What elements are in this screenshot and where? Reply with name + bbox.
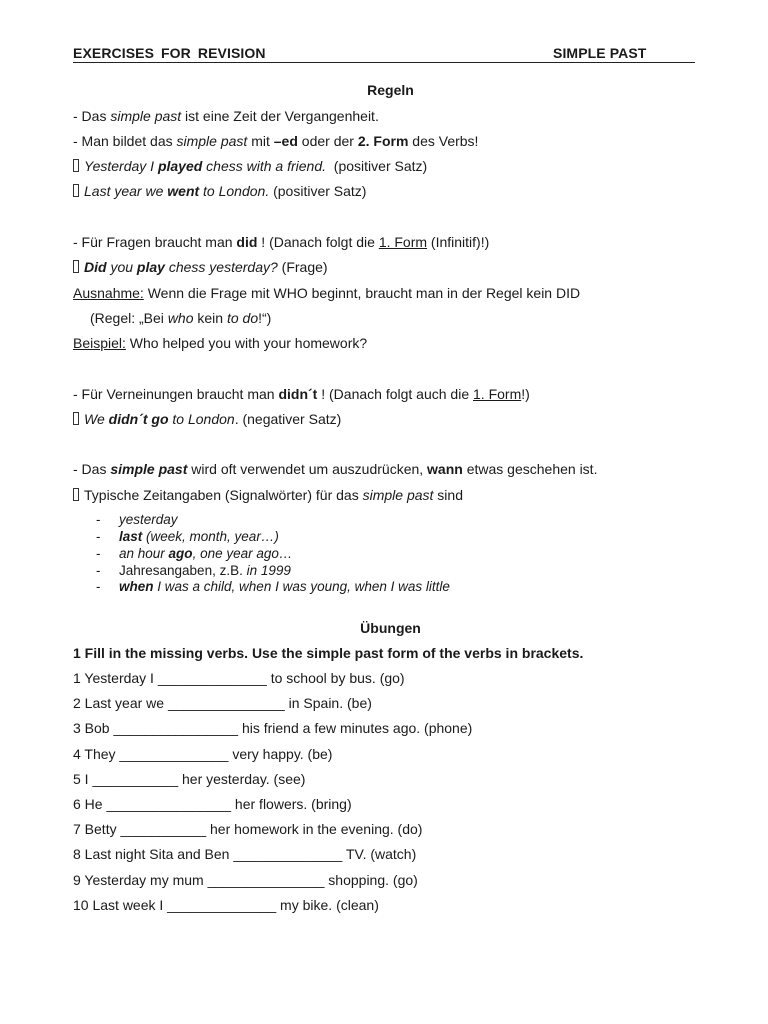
- text-segment: chess yesterday?: [164, 259, 278, 275]
- text-segment: simple past: [110, 108, 182, 124]
- text-segment: didn´t go: [108, 411, 169, 427]
- header-topic: SIMPLE PAST: [553, 45, 647, 61]
- text-segment: 1. Form: [378, 234, 428, 250]
- text-segment: didn´t: [278, 386, 318, 402]
- text-segment: sind: [433, 487, 463, 503]
- text-segment: - Man bildet das: [73, 133, 177, 149]
- arrow-bullet-icon: [73, 412, 79, 425]
- text-segment: - Das: [73, 461, 111, 477]
- text-segment: simple past: [176, 133, 248, 149]
- list-dash: -: [96, 529, 101, 544]
- signal-word-text: [119, 529, 279, 544]
- text-segment: you: [106, 259, 137, 275]
- text-segment: We: [84, 411, 109, 427]
- text-segment: played: [157, 158, 203, 174]
- text-segment: - Für Fragen braucht man: [73, 234, 237, 250]
- text-segment: who: [167, 310, 194, 326]
- text-segment: simple past: [110, 461, 188, 477]
- text-segment: (positiver Satz): [326, 158, 428, 174]
- rule-line: [73, 183, 366, 199]
- arrow-bullet-icon: [73, 260, 79, 273]
- rule-line: [73, 158, 427, 174]
- exercise-instruction: 1 Fill in the missing verbs. Use the simple past form of the verbs in brackets.: [73, 645, 584, 661]
- rule-line: [73, 234, 489, 250]
- exercise-item: 1 Yesterday I ______________ to school by bus. (go): [73, 670, 405, 686]
- text-segment: Last year we: [84, 183, 168, 199]
- text-segment: wann: [427, 461, 463, 477]
- text-segment: mit: [247, 133, 274, 149]
- text-segment: when: [119, 579, 154, 594]
- text-segment: - Das: [73, 108, 111, 124]
- exercise-item: 5 I ___________ her yesterday. (see): [73, 770, 306, 787]
- text-segment: wird oft verwendet um auszudrücken,: [187, 461, 428, 477]
- rule-line: [73, 335, 367, 351]
- list-dash: -: [96, 579, 101, 594]
- rule-line: [73, 108, 379, 124]
- text-segment: ist eine Zeit der Vergangenheit.: [181, 108, 379, 124]
- text-segment: chess with a friend.: [202, 158, 327, 174]
- arrow-bullet-icon: [73, 488, 79, 501]
- rule-line: [73, 259, 328, 275]
- text-segment: oder der: [297, 133, 358, 149]
- rule-line: [73, 487, 463, 503]
- text-segment: (positiver Satz): [269, 183, 367, 199]
- text-segment: 2. Form: [357, 133, 409, 149]
- text-segment: Wenn die Frage mit WHO beginnt, braucht man in der Regel kein DID: [143, 285, 581, 301]
- exercise-item: 10 Last week I ______________ my bike. (clean): [73, 896, 379, 913]
- text-segment: Beispiel:: [73, 335, 126, 351]
- text-segment: Typische Zeitangaben (Signalwörter) für das: [84, 487, 363, 503]
- text-segment: Did: [84, 259, 107, 275]
- text-segment: went: [167, 183, 200, 199]
- text-segment: !): [521, 386, 530, 402]
- text-segment: ! (Danach folgt die: [257, 234, 379, 250]
- rule-line: [73, 285, 580, 301]
- text-segment: simple past: [362, 487, 434, 503]
- text-segment: . (negativer Satz): [234, 411, 342, 427]
- text-segment: 1. Form: [473, 386, 522, 402]
- page-header: [73, 44, 695, 63]
- text-segment: I was a child, when I was young, when I was little: [153, 579, 450, 594]
- arrow-bullet-icon: [73, 159, 79, 172]
- text-segment: –ed: [273, 133, 298, 149]
- list-dash: -: [96, 512, 101, 527]
- text-segment: , one year ago…: [192, 546, 293, 561]
- rules-heading: Regeln: [367, 82, 414, 98]
- rule-line: [73, 411, 341, 427]
- text-segment: des Verbs!: [408, 133, 479, 149]
- text-segment: Ausnahme:: [73, 285, 144, 301]
- header-title: EXERCISES FOR REVISION: [73, 45, 266, 61]
- rule-line: [73, 461, 597, 477]
- signal-word-text: [119, 512, 178, 527]
- text-segment: kein: [193, 310, 227, 326]
- text-segment: !“): [258, 310, 272, 326]
- exercise-item: 7 Betty ___________ her homework in the evening. (do): [73, 821, 423, 838]
- exercise-item: 4 They ______________ very happy. (be): [73, 745, 333, 762]
- exercise-item: 9 Yesterday my mum _______________ shopping. (go): [73, 871, 418, 888]
- text-segment: to do: [226, 310, 259, 326]
- text-segment: an hour: [119, 546, 169, 561]
- exercise-item: 2 Last year we _______________ in Spain. (be): [73, 695, 372, 712]
- text-segment: play: [136, 259, 165, 275]
- text-segment: in 1999: [246, 563, 291, 578]
- signal-word-text: [119, 546, 292, 561]
- exercise-item: 3 Bob ________________ his friend a few minutes ago. (phone): [73, 720, 473, 737]
- text-segment: ago: [168, 546, 193, 561]
- text-segment: - Für Verneinungen braucht man: [73, 386, 279, 402]
- text-segment: Jahresangaben, z.B.: [119, 563, 247, 578]
- rule-line: [90, 310, 271, 326]
- text-segment: etwas geschehen ist.: [462, 461, 598, 477]
- exercises-heading: Übungen: [360, 620, 421, 636]
- text-segment: did: [236, 234, 258, 250]
- text-segment: to London: [168, 411, 235, 427]
- text-segment: (week, month, year…): [142, 529, 279, 544]
- list-dash: -: [96, 563, 101, 578]
- list-dash: -: [96, 546, 101, 561]
- text-segment: (Frage): [277, 259, 328, 275]
- text-segment: last: [119, 529, 143, 544]
- exercise-item: 8 Last night Sita and Ben ______________ TV. (watch): [73, 846, 417, 863]
- text-segment: Yesterday I: [84, 158, 158, 174]
- rule-line: [73, 386, 530, 402]
- signal-word-text: [119, 563, 291, 578]
- text-segment: Who helped you with your homework?: [125, 335, 368, 351]
- exercise-item: 6 He ________________ her flowers. (bring): [73, 796, 352, 812]
- text-segment: yesterday: [119, 512, 178, 527]
- arrow-bullet-icon: [73, 184, 79, 197]
- rule-line: [73, 133, 478, 149]
- text-segment: to London.: [199, 183, 270, 199]
- signal-word-text: [119, 579, 450, 594]
- text-segment: (Infinitif)!): [427, 234, 490, 250]
- text-segment: (Regel: „Bei: [90, 310, 168, 326]
- text-segment: ! (Danach folgt auch die: [317, 386, 473, 402]
